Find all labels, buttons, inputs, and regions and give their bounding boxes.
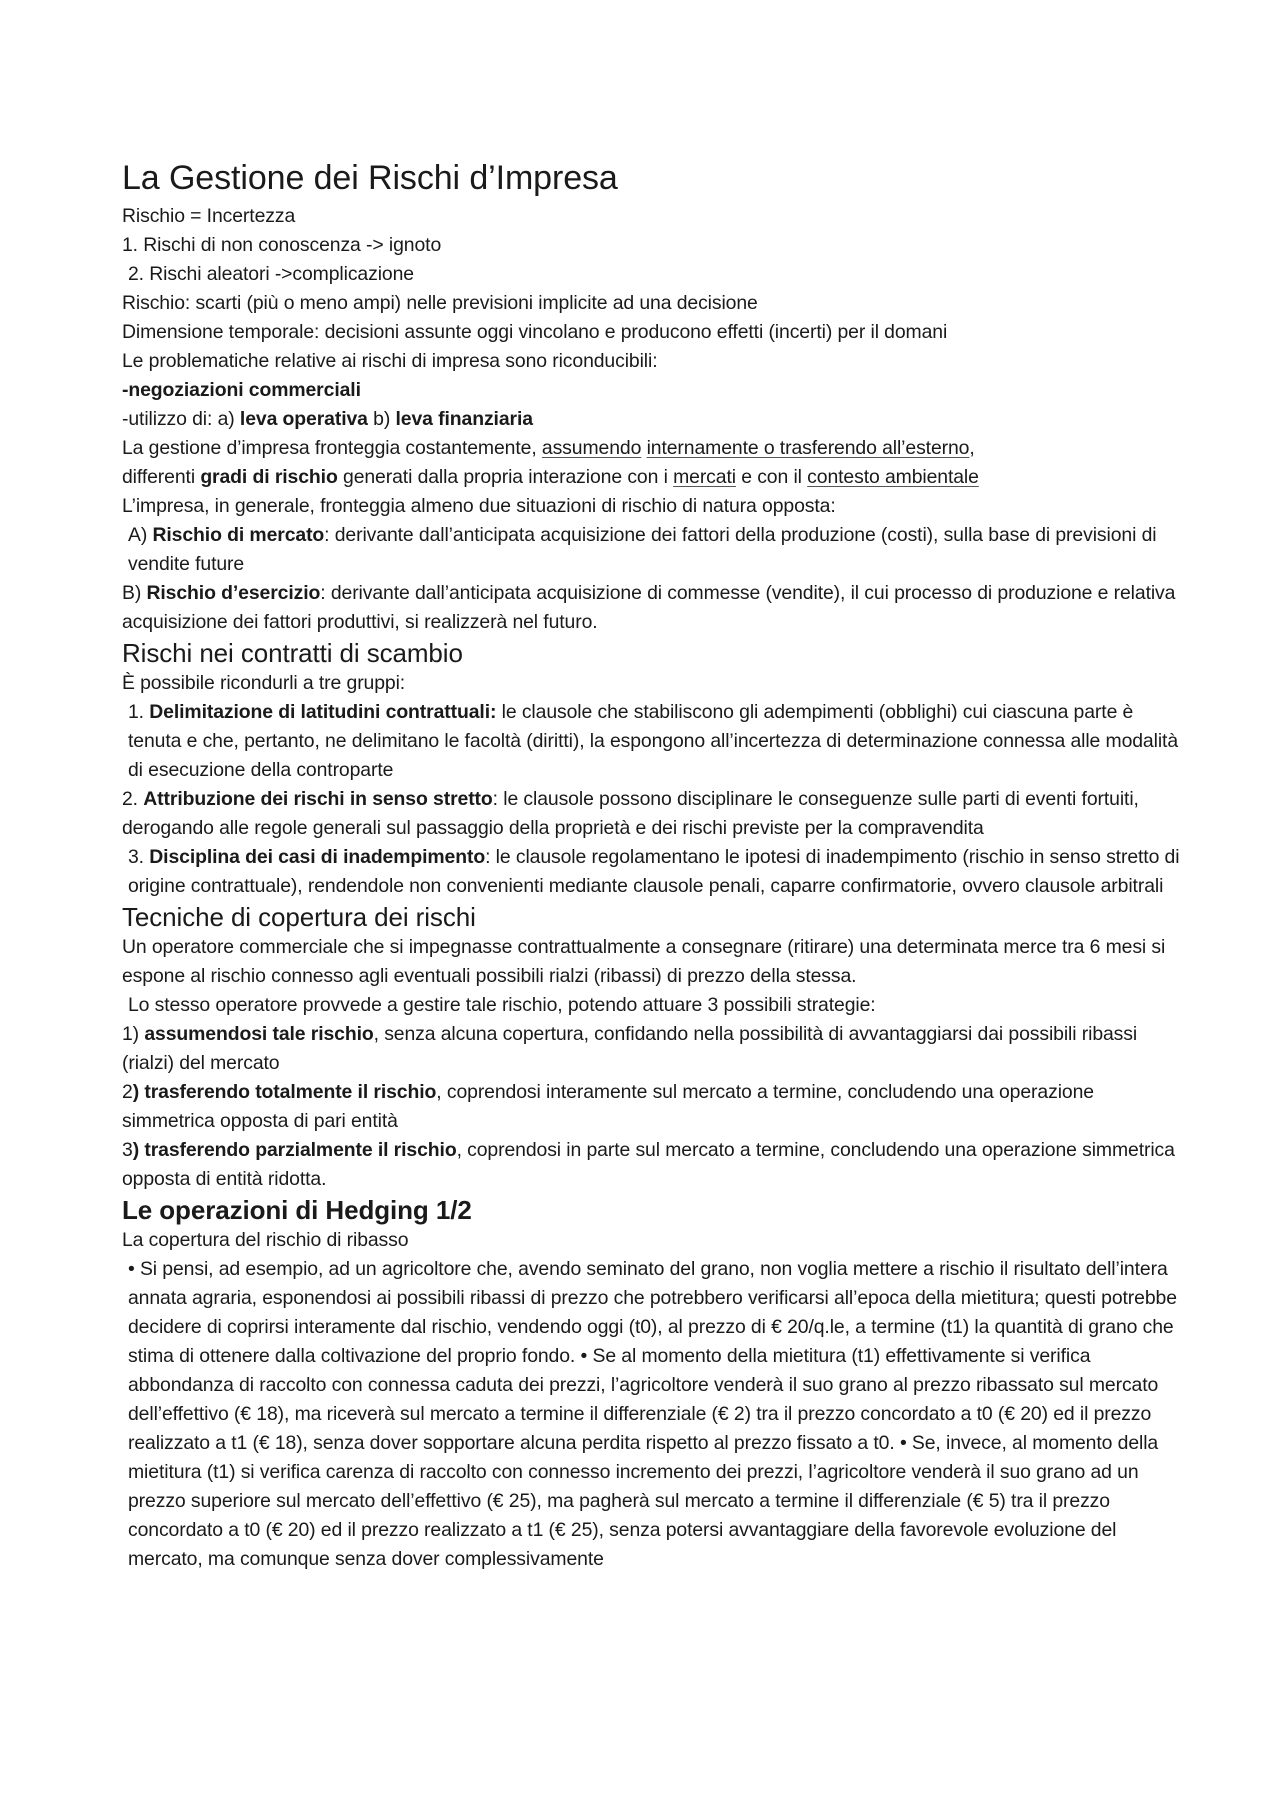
intro-line-2: 1. Rischi di non conoscenza -> ignoto bbox=[122, 234, 442, 256]
page-title: La Gestione dei Rischi d’Impresa bbox=[122, 159, 618, 197]
risk-a-paragraph: A) Rischio di mercato: derivante dall’anticipata acquisizione dei fattori della produzione (costi), sulla base di previsioni di vendite future bbox=[128, 524, 1157, 575]
intro-gestione-paragraph: La gestione d’impresa fronteggia costantemente, assumendo internamente o trasferendo all’esterno, differenti gradi di rischio generati dalla propria interazione con i mercati e con il contesto ambientale bbox=[122, 437, 979, 488]
section-heading-tecniche: Tecniche di copertura dei rischi bbox=[122, 902, 476, 932]
section3-strategy-2: 2) trasferendo totalmente il rischio, coprendosi interamente sul mercato a termine, concludendo una operazione simmetrica opposta di pari entità bbox=[122, 1081, 1094, 1132]
section3-strategy-1: 1) assumendosi tale rischio, senza alcuna copertura, confidando nella possibilità di avvantaggiarsi dai possibili ribassi (rialzi) del mercato bbox=[122, 1023, 1138, 1074]
risk-b-paragraph: B) Rischio d’esercizio: derivante dall’anticipata acquisizione di commesse (vendite), il cui processo di produzione e relativa acquisizione dei fattori produttivi, si realizzerà nel futuro. bbox=[122, 582, 1176, 633]
section2-item-3: 3. Disciplina dei casi di inadempimento: le clausole regolamentano le ipotesi di inadempimento (rischio in senso stretto di origine contrattuale), rendendole non convenienti mediante clausole penali, caparre confirmatorie, ovvero clausole arbitrali bbox=[128, 846, 1180, 897]
section-heading-hedging: Le operazioni di Hedging 1/2 bbox=[122, 1195, 472, 1225]
section2-item-1: 1. Delimitazione di latitudini contrattuali: le clausole che stabiliscono gli adempimenti (obblighi) cui ciascuna parte è tenuta e che, pertanto, ne delimitano le facoltà (diritti), la espongono all’incertezza di determinazione connessa alle modalità di esecuzione della controparte bbox=[128, 701, 1179, 781]
intro-line-9: L’impresa, in generale, fronteggia almeno due situazioni di rischio di natura opposta: bbox=[122, 495, 836, 517]
section3-strategy-3: 3) trasferendo parzialmente il rischio, coprendosi in parte sul mercato a termine, concludendo una operazione simmetrica opposta di entità ridotta. bbox=[122, 1139, 1175, 1190]
intro-line-5: Dimensione temporale: decisioni assunte oggi vincolano e producono effetti (incerti) per il domani bbox=[122, 321, 948, 343]
section3-paragraph-2: Lo stesso operatore provvede a gestire tale rischio, potendo attuare 3 possibili strategie: bbox=[128, 994, 876, 1016]
intro-line-8: -utilizzo di: a) leva operativa b) leva finanziaria bbox=[122, 408, 533, 430]
section-heading-contratti: Rischi nei contratti di scambio bbox=[122, 638, 463, 668]
intro-line-3: 2. Rischi aleatori ->complicazione bbox=[128, 263, 414, 285]
section3-paragraph-1: Un operatore commerciale che si impegnasse contrattualmente a consegnare (ritirare) una determinata merce tra 6 mesi si espone al rischio connesso agli eventuali possibili rialzi (ribassi) di prezzo della stessa. bbox=[122, 936, 1166, 987]
section4-line-1: La copertura del rischio di ribasso bbox=[122, 1229, 409, 1251]
intro-line-1: Rischio = Incertezza bbox=[122, 205, 296, 227]
document-page bbox=[122, 158, 1182, 1574]
intro-line-6: Le problematiche relative ai rischi di impresa sono riconducibili: bbox=[122, 350, 658, 372]
intro-line-4: Rischio: scarti (più o meno ampi) nelle previsioni implicite ad una decisione bbox=[122, 292, 758, 314]
section4-paragraph-1: • Si pensi, ad esempio, ad un agricoltore che, avendo seminato del grano, non voglia mettere a rischio il risultato dell’intera annata agraria, esponendosi ai possibili ribassi di prezzo che potrebbero verificarsi all’epoca della mietitura; questi potrebbe decidere di coprirsi interamente dal rischio, vendendo oggi (t0), al prezzo di € 20/q.le, a termine (t1) la quantità di grano che stima di ottenere dalla coltivazione del proprio fondo. • Se al momento della mietitura (t1) effettivamente si verifica abbondanza di raccolto con connessa caduta dei prezzi, l’agricoltore venderà il suo grano al prezzo ribassato sul mercato dell’effettivo (€ 18), ma riceverà sul mercato a termine il differenziale (€ 2) tra il prezzo concordato a t0 (€ 20) ed il prezzo realizzato a t1 (€ 18), senza dover sopportare alcuna perdita rispetto al prezzo fissato a t0. • Se, invece, al momento della mietitura (t1) si verifica carenza di raccolto con connesso incremento dei prezzi, l’agricoltore venderà il suo grano ad un prezzo superiore sul mercato dell’effettivo (€ 25), ma pagherà sul mercato a termine il differenziale (€ 5) tra il prezzo concordato a t0 (€ 20) ed il prezzo realizzato a t1 (€ 25), senza potersi avvantaggiare della favorevole evoluzione del mercato, ma comunque senza dover complessivamente bbox=[128, 1258, 1177, 1570]
intro-line-7: -negoziazioni commerciali bbox=[122, 379, 361, 401]
section2-line-1: È possibile ricondurli a tre gruppi: bbox=[122, 672, 406, 694]
section2-item-2: 2. Attribuzione dei rischi in senso stretto: le clausole possono disciplinare le conseguenze sulle parti di eventi fortuiti, derogando alle regole generali sul passaggio della proprietà e dei rischi previste per la compravendita bbox=[122, 788, 1139, 839]
